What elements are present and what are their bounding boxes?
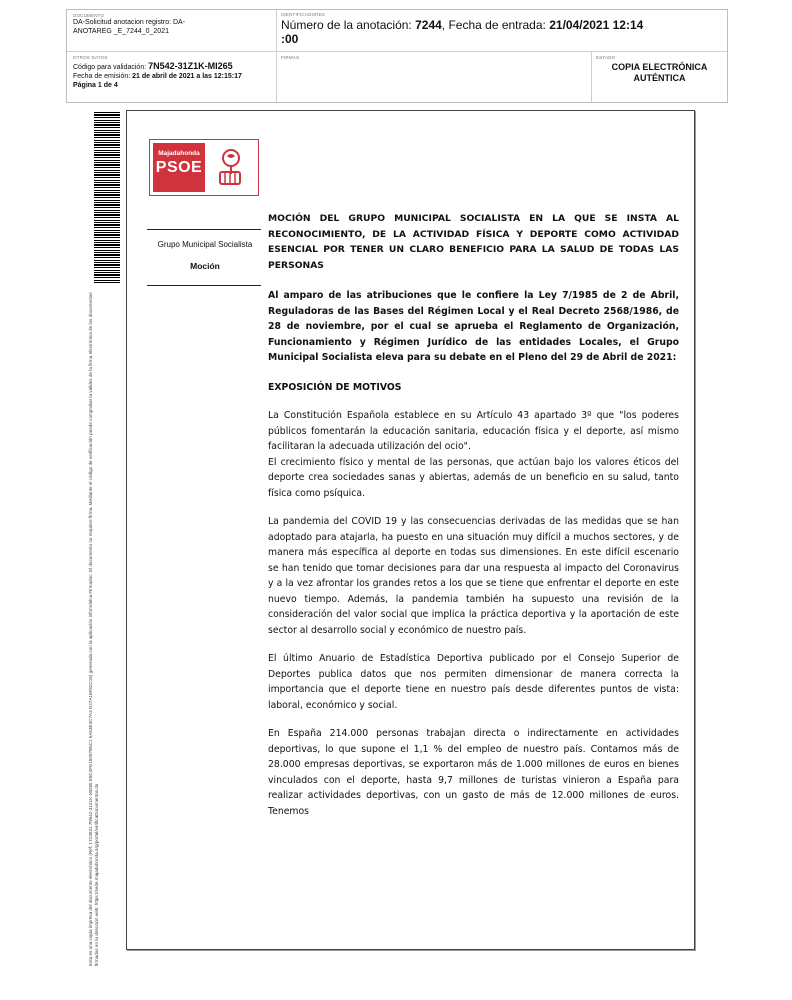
left-rule-bottom xyxy=(147,285,261,286)
emision-value: 21 de abril de 2021 a las 12:15:17 xyxy=(132,73,242,80)
paragraph-1a: La Constitución Española establece en su Artículo 43 apartado 3º que "los poderes públicos fomentarán la educación sanitaria, educación física y el deporte, así mismo facilitaran la adecuada utilización del ocio". xyxy=(268,410,679,452)
logo-party: PSOE xyxy=(155,159,203,176)
firmas-label: FIRMAS xyxy=(281,55,300,60)
psoe-logo xyxy=(149,139,259,196)
codigo-value: 7N542-31Z1K-MI265 xyxy=(148,61,233,71)
emision-line xyxy=(73,72,270,81)
document-type: Moción xyxy=(190,261,220,271)
estado-label: ESTADO xyxy=(596,55,616,60)
anotacion-prefix: Número de la anotación: xyxy=(281,18,412,32)
pagina-indicator: Página 1 de 4 xyxy=(73,82,118,89)
section-title: EXPOSICIÓN DE MOTIVOS xyxy=(268,381,402,393)
paragraph-4: En España 214.000 personas trabajan directa o indirectamente en actividades deportivas, lo que supone el 1,1 % del empleo de nuestro país. Contamos más de 28.000 empresas deportivas, se exportaron más de 1.000 millones de euros en bienes vinculados con el deporte, hasta 9,7 millones de turistas vinieron a España para realizar actividades deportivas, con un gasto de más de 12.000 millones de euros. Tenemos xyxy=(268,728,679,817)
estado-value: COPIA ELECTRÓNICA AUTÉNTICA xyxy=(611,62,708,83)
rose-fist-icon xyxy=(214,148,248,188)
logo-town: Majadahonda xyxy=(158,150,200,157)
document-header xyxy=(66,9,728,103)
otros-datos-cell xyxy=(67,52,277,102)
documento-value: DA-Solicitud anotacion registro: DA-ANOTAREG _E_7244_0_2021 xyxy=(73,19,186,35)
scanned-page xyxy=(126,110,695,950)
paragraph-2: La pandemia del COVID 19 y las consecuencias derivadas de las medidas que se han adoptado para atajarla, ha puesto en una situación muy difícil a muchos sectores, y de manera más específica al deporte en todas sus dimensiones. En este difícil escenario se han tenido que tomar decisiones para dar una respuesta al impacto del Coronavirus y a la vez afrontar los grandes retos a los que se tiene que enfrentar el deporte en este nuevo tiempo. Además, la pandemia también ha supuesto una revisión de la consideración del valor social que implica la práctica deportiva y la aportación de este sector al desarrollo social y económico de nuestro país. xyxy=(268,516,679,636)
documento-label: DOCUMENTO xyxy=(73,13,105,18)
identificadores-cell xyxy=(277,10,727,52)
intro-paragraph: Al amparo de las atribuciones que le confiere la Ley 7/1985 de 2 de Abril, Reguladoras de las Bases del Régimen Local y el Real Decreto 2568/1986, de 28 de noviembre, por el cual se aprueba el Reglamento de Organización, Funcionamiento y Régimen Jurídico de las entidades Locales, el Grupo Municipal Socialista eleva para su debate en el Pleno del 29 de Abril de 2021: xyxy=(268,290,679,363)
fecha-entrada-value: 21/04/2021 12:14 :00 xyxy=(281,18,644,46)
estado-cell xyxy=(592,52,727,102)
group-name: Grupo Municipal Socialista xyxy=(157,240,253,249)
documento-cell xyxy=(67,10,277,52)
firmas-cell xyxy=(277,52,592,102)
document-title: MOCIÓN DEL GRUPO MUNICIPAL SOCIALISTA EN LA QUE SE INSTA AL RECONOCIMIENTO, DE LA ACTIVIDAD FÍSICA Y DEPORTE COMO ACTIVIDAD ESENCIAL POR TENER UN CLARO BENEFICIO PARA LA SALUD DE TODAS LAS PERSONAS xyxy=(268,213,679,271)
paragraph-1b: El crecimiento físico y mental de las personas, que actúan bajo los valores éticos del deporte crea sociedades sanas y abiertas, además de un beneficio en su salud, tanto física como psíquica. xyxy=(268,456,679,499)
codigo-prefix: Código para validación: xyxy=(73,64,147,71)
anotacion-line xyxy=(281,18,661,46)
otros-datos-label: OTROS DATOS xyxy=(73,55,108,60)
anotacion-number: 7244 xyxy=(415,18,442,32)
fecha-prefix: , Fecha de entrada: xyxy=(441,18,546,32)
left-rule-top xyxy=(147,229,261,230)
verification-side-text: Esta es una copia impresa del documento electrónico (Ref: 1723531 7N542-31Z1K-MI265 E8C4FE15097B5C1 5A53E4C7A3 D27A16F82C16) generada con la aplicación informática Firmadoc. El documento no requiere firma. Mediante el código de verificación puede comprobar la validez de la firma electrónica de los documentos firmados en la dirección web: https://sede.majadahonda.org/portal/verificaDocumentos.do xyxy=(88,292,99,966)
codigo-line xyxy=(73,62,270,72)
logo-red-box xyxy=(153,143,205,192)
emision-prefix: Fecha de emisión: xyxy=(73,73,131,80)
barcode xyxy=(94,112,120,284)
paragraph-3: El último Anuario de Estadística Deportiva publicado por el Consejo Superior de Deportes publica datos que nos permiten dimensionar de manera correcta la importancia que el deporte tiene en nuestro país desde diferentes puntos de vista: laboral, económico y social. xyxy=(268,653,679,711)
document-body xyxy=(268,211,679,819)
identificadores-label: IDENTIFICADORES xyxy=(281,12,326,17)
